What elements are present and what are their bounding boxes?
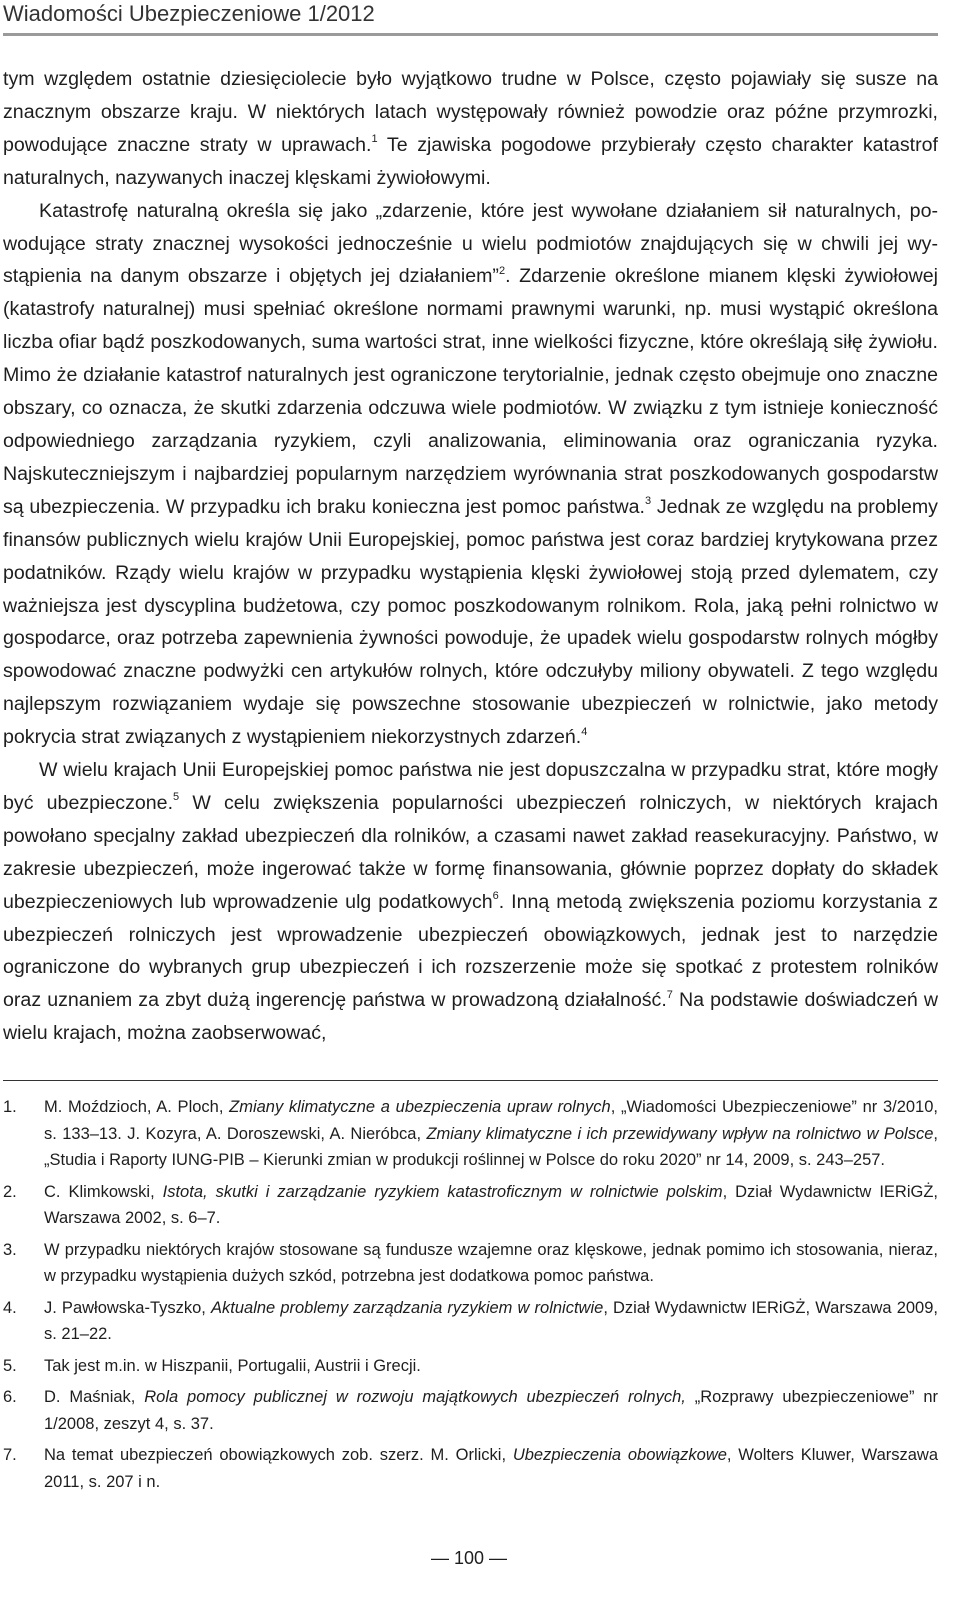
footnote-ref-6[interactable]: 6	[492, 890, 499, 903]
footnotes-divider	[3, 1080, 938, 1081]
footnotes	[3, 1094, 938, 1495]
footnote-6: 6. D. Maśniak, Rola pomocy publicznej w rozwoju majątkowych ubezpieczeń rolnych, „Rozprawy ubezpieczeniowe” nr 1/2008, zeszyt 4, s. 37.	[3, 1388, 938, 1433]
paragraph-3: W wielu krajach Unii Europejskiej pomoc państwa nie jest dopuszczalna w przypadku strat, które mogły być ubezpieczone.$^5$ W celu zwiększenia popularności ubezpieczeń rolniczych, w niektórych krajach powołano specjalny zakład ubezpieczeń dla rolników, a czasami nawet zakład reasekuracyjny. Państwo, w zakresie ubezpieczeń, może ingerować także w formę finansowania, głównie poprzez dopłaty do składek ubezpieczeniowych lub wprowadzenie ulg podatkowych$^6$. Inną metodą zwiększenia poziomu korzystania z ubezpieczeń rolniczych jest wprowadzenie ubezpieczeń obowiązkowych, jednak jest to narzędzie ograniczone do wybranych grup ubezpieczeń i ich rozszerzenie może się spotkać z protestem rolników oraz uznaniem za zbyt dużą ingerencję państwa w prowadzoną działalność.$^7$ Na podstawie doświadczeń w wielu krajach, można zaobserwować,	[3, 759, 938, 1045]
footnote-5: 5. Tak jest m.in. w Hiszpanii, Portugalii, Austrii i Grecji.	[3, 1356, 421, 1375]
paragraph-2: Katastrofę naturalną określa się jako „zdarzenie, które jest wywołane działaniem sił naturalnych, powodujące straty znacznej wysokości jednocześnie u wielu podmiotów znajdujących się w chwili jej wystąpienia na danym obszarze i objętych jej działaniem”$^2$. Zdarzenie określone mianem klęski żywiołowej (katastrofy naturalnej) musi spełniać określone normami prawnymi warunki, np. musi wystąpić określona liczba ofiar bądź poszkodowanych, suma wartości strat, inne wielkości fizyczne, które określają siłę żywiołu. Mimo że działanie katastrof naturalnych jest ograniczone terytorialnie, jednak często obejmuje ono znaczne obszary, co oznacza, że skutki zdarzenia odczuwa wiele podmiotów. W związku z tym istnieje konieczność odpowiedniego zarządzania ryzykiem, czyli analizowania, eliminowania oraz ograniczania ryzyka. Najskuteczniejszym i najbardziej popularnym narzędziem wyrównania strat poszkodowanych gospodarstw są ubezpieczenia. W przypadku ich braku konieczna jest pomoc państwa.$^3$ Jednak ze względu na problemy finansów publicznych wielu krajów Unii Europejskiej, pomoc państwa jest coraz bardziej krytykowana przez podatników. Rządy wielu krajów w przypadku wystąpienia klęski żywiołowej stoją przed dylematem, czy ważniejsza jest dyscyplina budżetowa, czy pomoc poszkodowanym rolnikom. Rola, jaką pełni rolnictwo w gospodarce, oraz potrzeba zapewnienia żywności powoduje, że upadek wielu gospodarstw rolnych mógłby spowodować znaczne podwyżki cen artykułów rolnych, które odczułyby miliony obywateli. Z tego względu najlepszym rozwiązaniem wydaje się powszechne stosowanie ubezpieczeń w rolnictwie, jako metody pokrycia strat związanych z wystąpieniem niekorzystnych zdarzeń.$^4$	[3, 199, 938, 749]
footnote-3: 3. W przypadku niektórych krajów stosowane są fundusze wzajemne oraz klęskowe, jednak pomimo ich stosowania, nieraz, w przypadku wystąpienia dużych szkód, potrzebna jest dodatkowa pomoc państwa.	[3, 1240, 938, 1286]
footnote-2: 2. C. Klimkowski, Istota, skutki i zarządzanie ryzykiem katastroficznym w rolnictwie polskim, Dział Wydawnictw IERiGŻ, Warszawa 2002, s. 6–7.	[3, 1182, 938, 1228]
footnote-ref-4[interactable]: 4	[581, 725, 588, 738]
footnote-7: 7. Na temat ubezpieczeń obowiązkowych zob. szerz. M. Orlicki, Ubezpieczenia obowiązkowe, Wolters Kluwer, Warszawa 2011, s. 207 i n.	[3, 1446, 939, 1491]
footnote-ref-5[interactable]: 5	[173, 791, 180, 804]
page-number: — 100 —	[430, 1548, 508, 1568]
journal-title: Wiadomości Ubezpieczeniowe 1/2012	[3, 1, 375, 26]
body-text	[3, 63, 938, 1050]
footnote-ref-2[interactable]: 2	[498, 264, 506, 277]
paragraph-1: tym względem ostatnie dziesięciolecie było wyjątkowo trudne w Polsce, często pojawiały się susze na znacznym obszarze kraju. W niektórych latach występowały również powodzie oraz późne przymrozki, powodujące znaczne straty w uprawach.$^1$ Te zjawiska pogodowe przybierały często charakter katastrof naturalnych, nazywanych inaczej klęskami żywiołowymi.	[3, 68, 938, 189]
running-header	[3, 0, 938, 36]
footnote-ref-7[interactable]: 7	[666, 988, 673, 1001]
footnote-ref-3[interactable]: 3	[645, 495, 652, 508]
footnote-4: 4. J. Pawłowska-Tyszko, Aktualne problemy zarządzania ryzykiem w rolnictwie, Dział Wydawnictw IERiGŻ, Warszawa 2009, s. 21–22.	[3, 1298, 938, 1344]
footnote-1: 1. M. Moździoch, A. Ploch, Zmiany klimatyczne a ubezpieczenia upraw rolnych, „Wiadomości Ubezpieczeniowe” nr 3/2010, s. 133–13. J. Kozyra, A. Doroszewski, A. Nieróbca, Zmiany klimatyczne i ich przewidywany wpływ na rolnictwo w Polsce, „Studia i Raporty IUNG-PIB – Kierunki zmian w produkcji roślinnej w Polsce do roku 2020” nr 14, 2009, s. 243–257.	[3, 1098, 938, 1170]
footnote-ref-1[interactable]: 1	[371, 133, 378, 146]
